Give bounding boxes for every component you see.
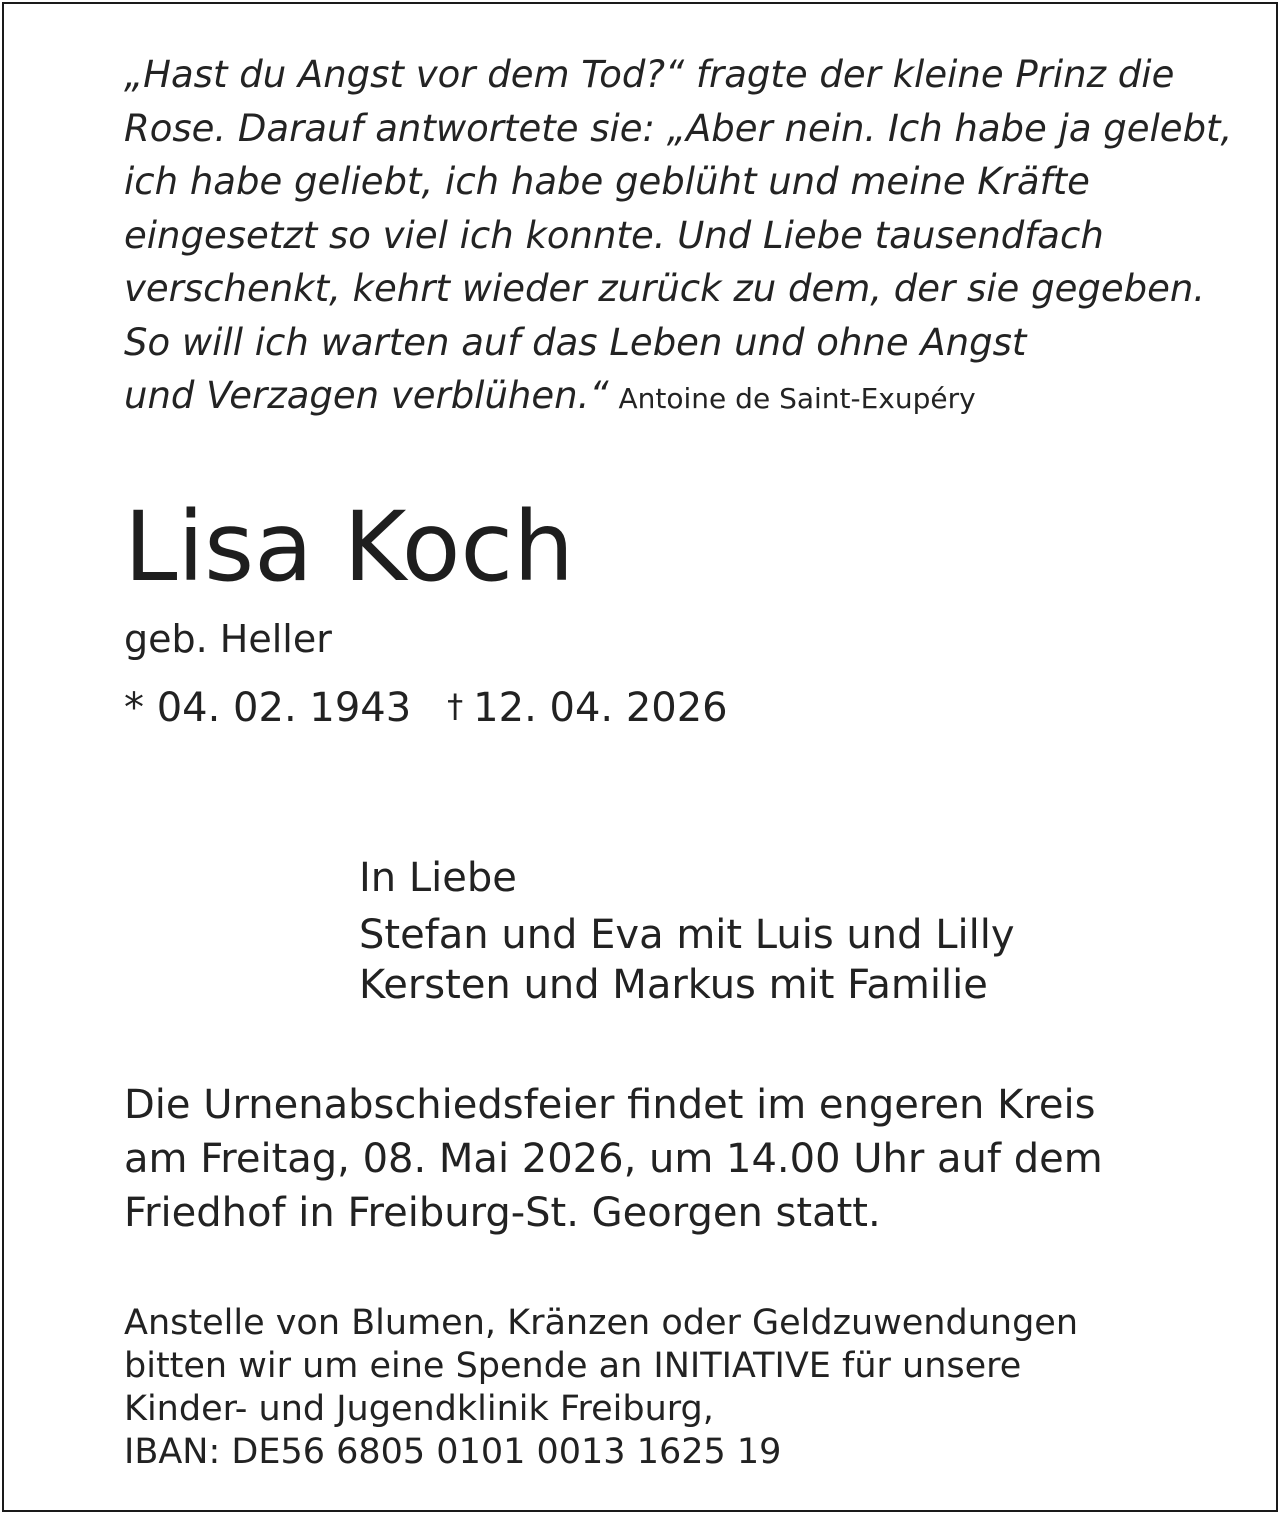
- ceremony-line: Die Urnenabschiedsfeier findet im engeren Kreis: [124, 1082, 1096, 1128]
- quote-line: ich habe geliebt, ich habe geblüht und meine Kräfte: [124, 160, 1090, 203]
- quote-line: verschenkt, kehrt wieder zurück zu dem, der sie gegeben.: [124, 267, 1206, 310]
- donation-line: Kinder- und Jugendklinik Freiburg,: [124, 1389, 714, 1429]
- life-dates: [124, 679, 728, 735]
- mourners-intro: In Liebe: [359, 855, 517, 901]
- donation-line: Anstelle von Blumen, Kränzen oder Geldzuwendungen: [124, 1303, 1079, 1343]
- cross-icon: †: [447, 687, 464, 725]
- ceremony-info: [124, 1078, 1103, 1240]
- death-date-group: [447, 685, 727, 731]
- quote-line: und Verzagen verblühen.“: [124, 374, 609, 417]
- mourner-line: Kersten und Markus mit Familie: [359, 962, 988, 1008]
- iban-line: IBAN: DE56 6805 0101 0013 1625 19: [124, 1432, 782, 1472]
- donation-info: [124, 1302, 1078, 1474]
- quote-line: eingesetzt so viel ich konnte. Und Liebe tausendfach: [124, 213, 1104, 257]
- death-date: 12. 04. 2026: [473, 685, 728, 731]
- quote-block: [124, 48, 1234, 426]
- birth-date: * 04. 02. 1943: [124, 685, 412, 731]
- mourner-line: Stefan und Eva mit Luis und Lilly: [359, 912, 1015, 958]
- quote-last-line: [124, 369, 1234, 426]
- mourners-list: [359, 910, 1015, 1010]
- ceremony-line: Friedhof in Freiburg-St. Georgen statt.: [124, 1190, 881, 1236]
- quote-line: „Hast du Angst vor dem Tod?“ fragte der kleine Prinz die: [124, 53, 1175, 96]
- deceased-name: Lisa Koch: [124, 491, 575, 603]
- obituary-notice: [2, 2, 1278, 1512]
- maiden-name: geb. Heller: [124, 617, 332, 661]
- ceremony-line: am Freitag, 08. Mai 2026, um 14.00 Uhr auf dem: [124, 1136, 1103, 1182]
- quote-line: So will ich warten auf das Leben und ohne Angst: [124, 320, 1027, 364]
- donation-line: bitten wir um eine Spende an INITIATIVE für unsere: [124, 1346, 1022, 1386]
- quote-author: Antoine de Saint-Exupéry: [618, 382, 976, 415]
- quote-line: Rose. Darauf antwortete sie: „Aber nein. Ich habe ja gelebt,: [124, 106, 1233, 150]
